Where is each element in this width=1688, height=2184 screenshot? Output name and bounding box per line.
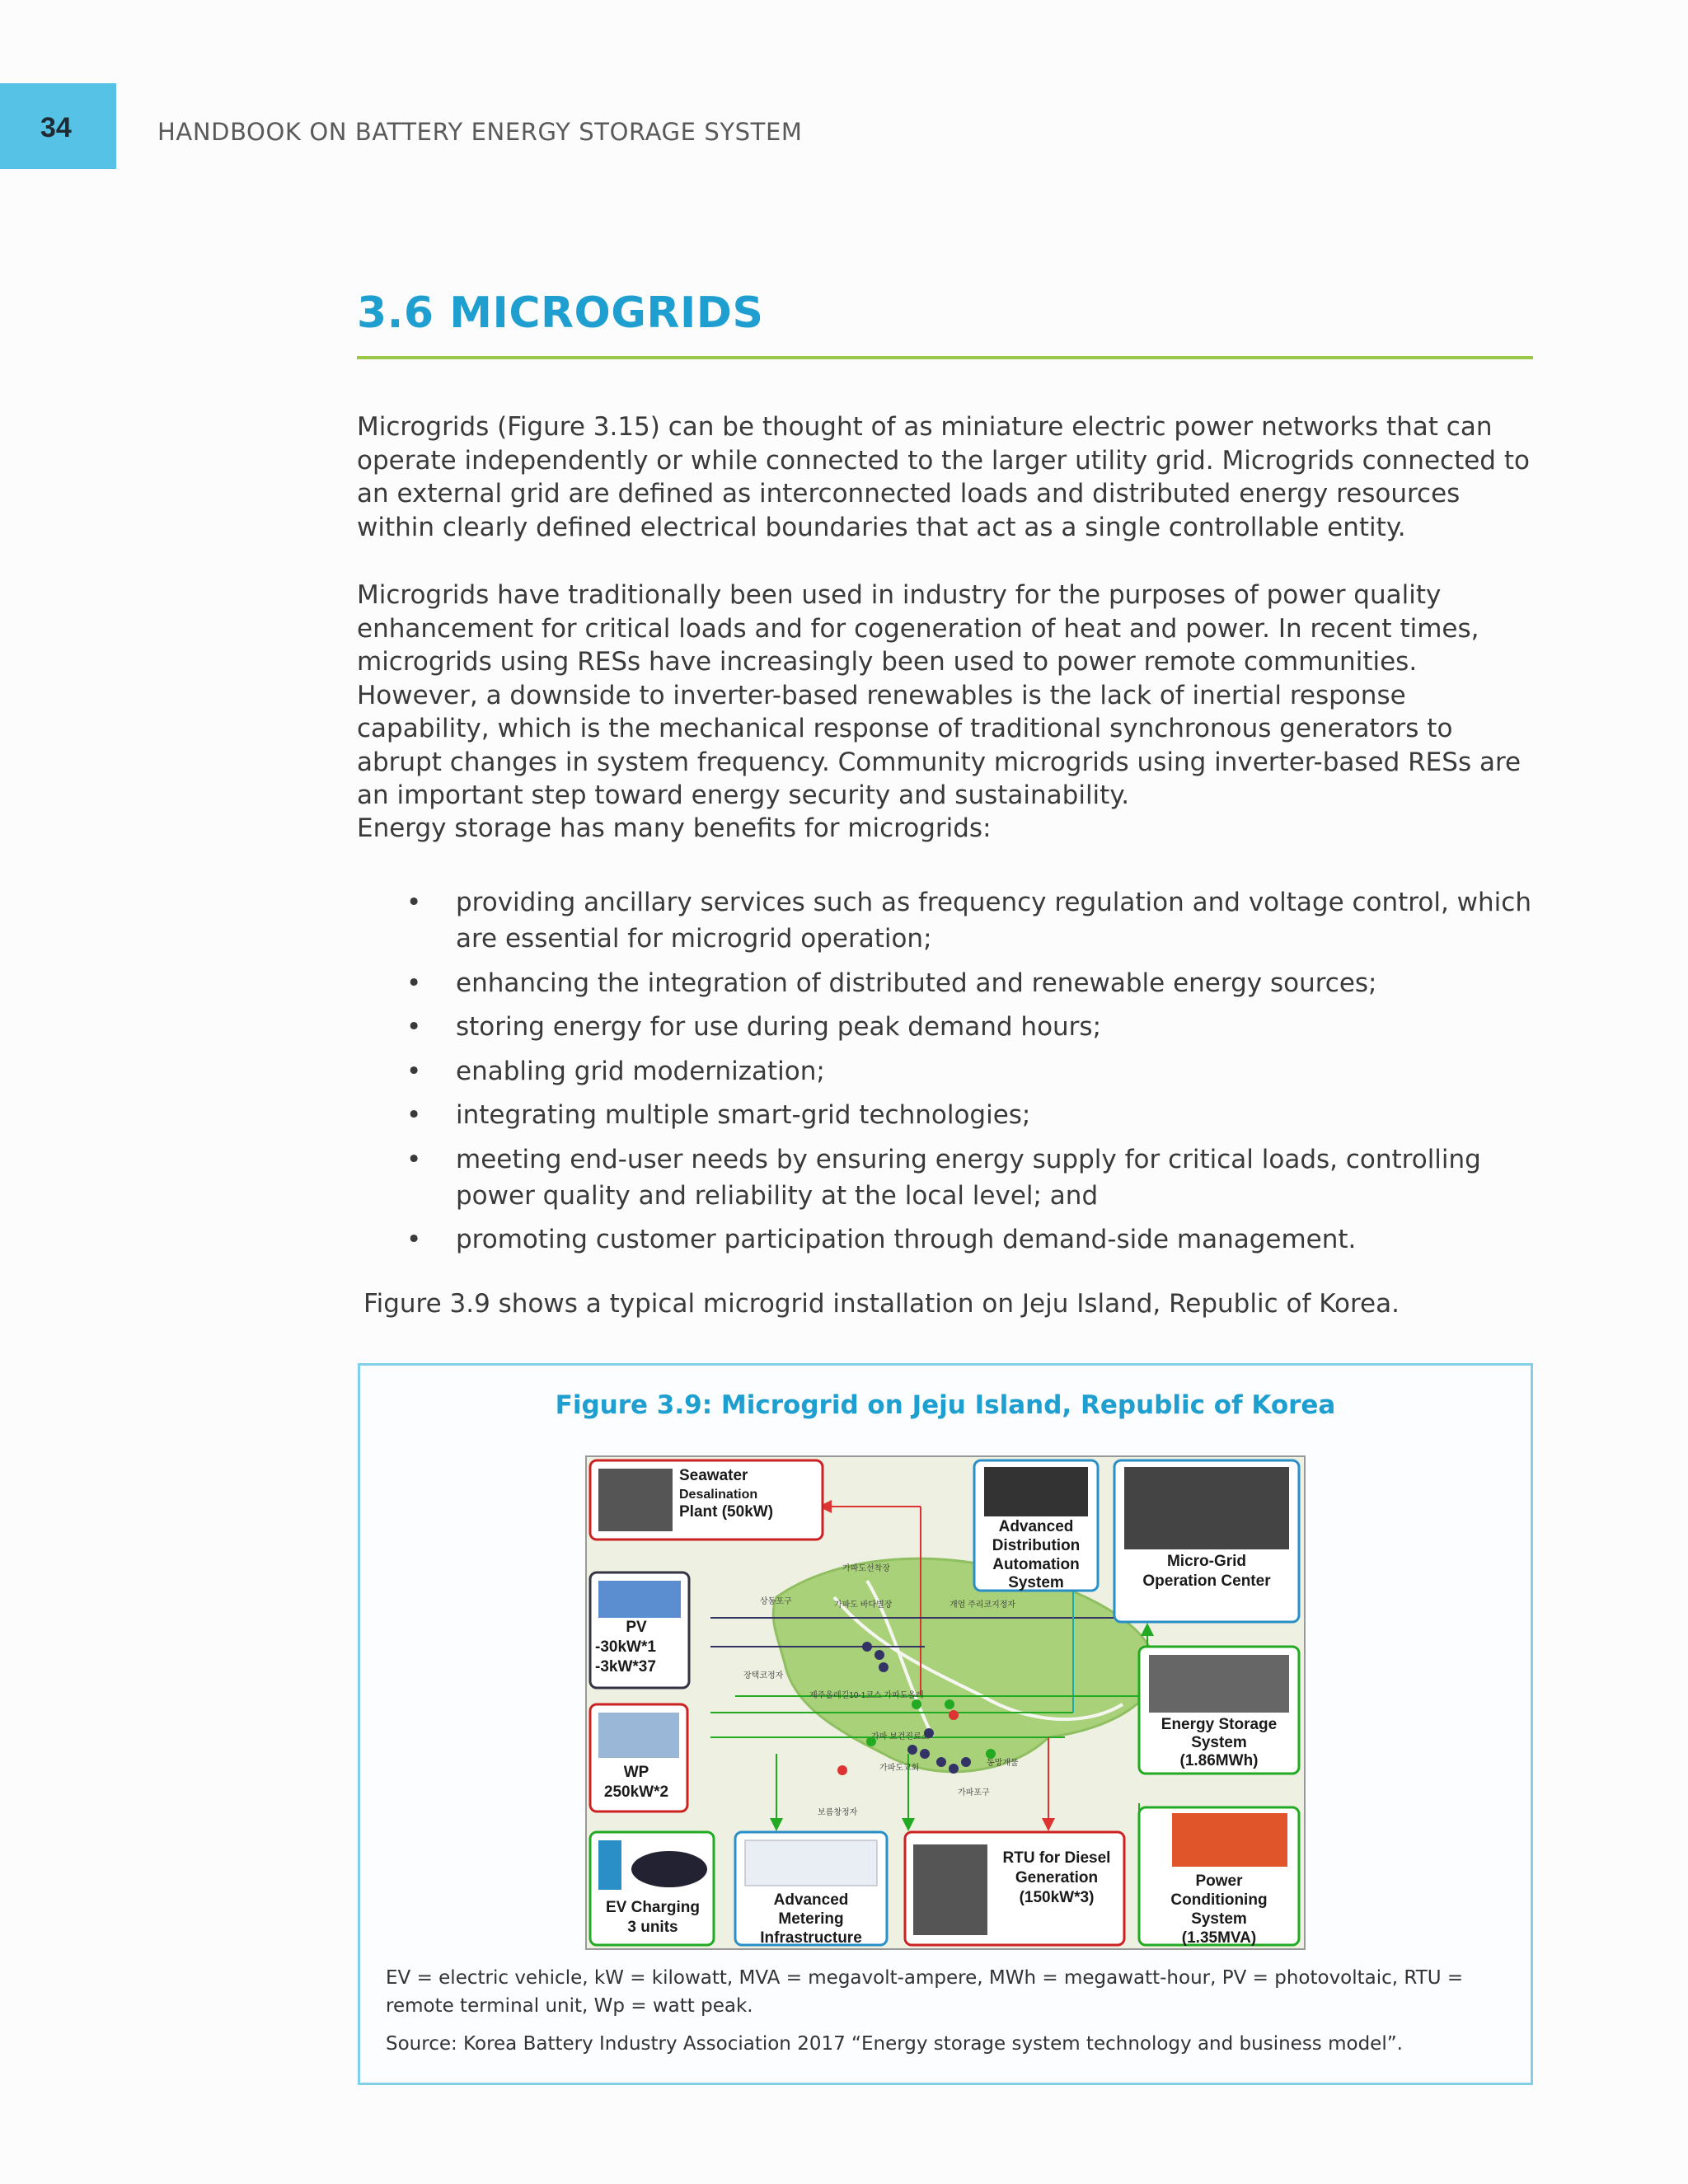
list-item bbox=[357, 884, 1536, 957]
list-item-text: storing energy for use during peak demand hours; bbox=[456, 1012, 1102, 1042]
list-item-text: enhancing the integration of distributed and renewable energy sources; bbox=[456, 968, 1377, 998]
figure-source: Source: Korea Battery Industry Association 2017 “Energy storage system technology and business model”. bbox=[386, 2033, 1403, 2055]
title-divider bbox=[357, 356, 1533, 359]
bullet-icon: • bbox=[406, 1012, 422, 1042]
photo-placeholder bbox=[1124, 1467, 1289, 1549]
map-marker bbox=[874, 1650, 884, 1660]
seawater-desalination-box bbox=[590, 1460, 823, 1540]
running-header: HANDBOOK ON BATTERY ENERGY STORAGE SYSTEM bbox=[157, 118, 803, 146]
box-label: System bbox=[1191, 1910, 1247, 1928]
photo-placeholder bbox=[913, 1844, 987, 1935]
metering-infrastructure-box bbox=[735, 1832, 887, 1947]
map-label: 가파도교회 bbox=[879, 1764, 920, 1773]
list-item-text: promoting customer participation through demand-side management. bbox=[456, 1225, 1357, 1254]
box-label: Automation bbox=[992, 1556, 1080, 1573]
wind-power-box bbox=[590, 1704, 687, 1811]
microgrid-diagram bbox=[585, 1455, 1306, 1950]
bullet-icon: • bbox=[406, 968, 422, 998]
figure-abbreviations: EV = electric vehicle, kW = kilowatt, MVA = megavolt-ampere, MWh = megawatt-hour, PV = photovoltaic, RTU = remote terminal unit, Wp = watt peak. bbox=[386, 1967, 1464, 2017]
benefits-list bbox=[357, 884, 1536, 1266]
list-item bbox=[357, 1097, 1536, 1133]
list-item-text: integrating multiple smart-grid technologies; bbox=[456, 1100, 1031, 1130]
box-label: Distribution bbox=[992, 1537, 1081, 1554]
map-marker bbox=[862, 1642, 872, 1652]
box-label: -30kW*1 bbox=[595, 1638, 656, 1656]
photo-placeholder bbox=[598, 1469, 673, 1531]
photo-placeholder bbox=[598, 1713, 679, 1758]
map-label: 장택코정자 bbox=[743, 1671, 784, 1680]
map-marker bbox=[961, 1757, 971, 1767]
map-label: 동망개물 bbox=[987, 1759, 1019, 1768]
bullet-icon: • bbox=[406, 1225, 422, 1254]
box-label: Infrastructure bbox=[760, 1929, 862, 1947]
paragraph-intro: Microgrids (Figure 3.15) can be thought of as miniature electric power networks that can operate independently or while connected to the larger utility grid. Microgrids connected to an external grid are defined as interconnected loads and distributed energy resources within clearly defined electrical boundaries that act as a single controllable entity. bbox=[357, 412, 1530, 542]
map-marker bbox=[945, 1699, 954, 1709]
photo-placeholder bbox=[631, 1851, 707, 1887]
pv-box bbox=[590, 1572, 689, 1688]
figure-title: Figure 3.9: Microgrid on Jeju Island, Republic of Korea bbox=[555, 1390, 1336, 1420]
paragraph-history: Microgrids have traditionally been used in industry for the purposes of power quality enhancement for critical loads and for cogeneration of heat and power. In recent times, microgrids using RESs have increasingly been used to power remote communities. However, a downside to inverter-based renewables is the lack of inertial response capability, which is the mechanical response of traditional synchronous generators to abrupt changes in system frequency. Community microgrids using inverter-based RESs are an important step toward energy security and sustainability. bbox=[357, 580, 1522, 810]
photo-placeholder bbox=[598, 1581, 681, 1618]
box-label: -3kW*37 bbox=[595, 1658, 656, 1675]
ev-charging-box bbox=[590, 1832, 714, 1945]
bullet-icon: • bbox=[406, 1144, 422, 1174]
list-item-text: providing ancillary services such as frequency regulation and voltage control, which are essential for microgrid operation; bbox=[456, 888, 1531, 954]
box-label: Conditioning bbox=[1170, 1891, 1268, 1909]
box-label: Generation bbox=[1015, 1869, 1099, 1886]
box-label: Metering bbox=[778, 1910, 844, 1928]
box-label: Advanced bbox=[773, 1891, 849, 1909]
page-number: 34 bbox=[40, 112, 72, 143]
box-label: Micro-Grid bbox=[1166, 1553, 1247, 1570]
map-label: 가파도 바다별장 bbox=[834, 1601, 893, 1610]
map-marker bbox=[912, 1699, 921, 1709]
box-label: Plant (50kW) bbox=[679, 1503, 774, 1521]
box-label: (1.35MVA) bbox=[1181, 1929, 1257, 1947]
map-label: 보름창정자 bbox=[818, 1808, 858, 1817]
box-label: Seawater bbox=[679, 1467, 748, 1484]
paragraph-figure-ref: Figure 3.9 shows a typical microgrid installation on Jeju Island, Republic of Korea. bbox=[363, 1289, 1400, 1319]
section-title: 3.6 MICROGRIDS bbox=[357, 288, 764, 338]
box-label: PV bbox=[626, 1619, 647, 1636]
map-label: 가파 보건진료소 bbox=[871, 1732, 930, 1741]
box-label: Advanced bbox=[998, 1518, 1074, 1535]
box-label: System bbox=[1008, 1574, 1064, 1591]
bullet-icon: • bbox=[406, 1056, 422, 1086]
box-label: System bbox=[1191, 1734, 1247, 1751]
figure-container bbox=[358, 1363, 1533, 2085]
list-item bbox=[357, 1009, 1536, 1045]
map-marker bbox=[837, 1765, 847, 1775]
map-marker bbox=[949, 1764, 959, 1774]
list-item bbox=[357, 1141, 1536, 1214]
rtu-diesel-box bbox=[905, 1832, 1124, 1945]
photo-placeholder bbox=[1149, 1655, 1289, 1713]
map-label: 가파도선착장 bbox=[842, 1564, 890, 1573]
bullet-icon: • bbox=[406, 888, 422, 917]
list-item bbox=[357, 965, 1536, 1001]
box-label: 3 units bbox=[627, 1919, 678, 1936]
photo-placeholder bbox=[745, 1840, 877, 1886]
box-label: Power bbox=[1195, 1872, 1243, 1890]
energy-storage-box bbox=[1139, 1647, 1299, 1774]
microgrid-diagram-svg bbox=[587, 1457, 1304, 1948]
box-label: Desalination bbox=[679, 1488, 758, 1502]
map-marker bbox=[907, 1745, 917, 1755]
map-marker bbox=[986, 1749, 996, 1759]
box-label: Energy Storage bbox=[1160, 1716, 1278, 1733]
box-label: 250kW*2 bbox=[603, 1783, 669, 1801]
list-item-text: enabling grid modernization; bbox=[456, 1056, 825, 1086]
bullet-icon: • bbox=[406, 1100, 422, 1130]
operation-center-box bbox=[1114, 1460, 1299, 1622]
box-label: (150kW*3) bbox=[1019, 1889, 1095, 1906]
map-label: 개엄 주리코지정자 bbox=[950, 1601, 1016, 1610]
box-label: EV Charging bbox=[605, 1899, 701, 1916]
page-number-tab bbox=[0, 83, 116, 169]
photo-placeholder bbox=[1172, 1813, 1287, 1867]
list-item-text: meeting end-user needs by ensuring energy supply for critical loads, controlling power quality and reliability at the local level; and bbox=[456, 1144, 1481, 1211]
box-label: RTU for Diesel bbox=[1002, 1849, 1111, 1867]
list-item bbox=[357, 1053, 1536, 1090]
photo-placeholder bbox=[598, 1840, 621, 1890]
map-marker bbox=[920, 1749, 930, 1759]
photo-placeholder bbox=[984, 1467, 1088, 1516]
box-label: Operation Center bbox=[1142, 1572, 1271, 1590]
map-label: 제주올레길10-1코스 가파도올레 bbox=[809, 1691, 924, 1700]
distribution-automation-box bbox=[974, 1460, 1098, 1591]
paragraph-benefits-lead: Energy storage has many benefits for microgrids: bbox=[357, 813, 992, 843]
map-label: 상동포구 bbox=[760, 1597, 792, 1606]
list-item bbox=[357, 1221, 1536, 1258]
power-conditioning-box bbox=[1139, 1807, 1299, 1947]
map-marker bbox=[949, 1710, 959, 1720]
box-label: WP bbox=[623, 1764, 649, 1781]
map-marker bbox=[936, 1757, 946, 1767]
map-label: 가파포구 bbox=[958, 1788, 990, 1797]
box-label: (1.86MWh) bbox=[1179, 1752, 1259, 1769]
map-marker bbox=[879, 1662, 889, 1672]
